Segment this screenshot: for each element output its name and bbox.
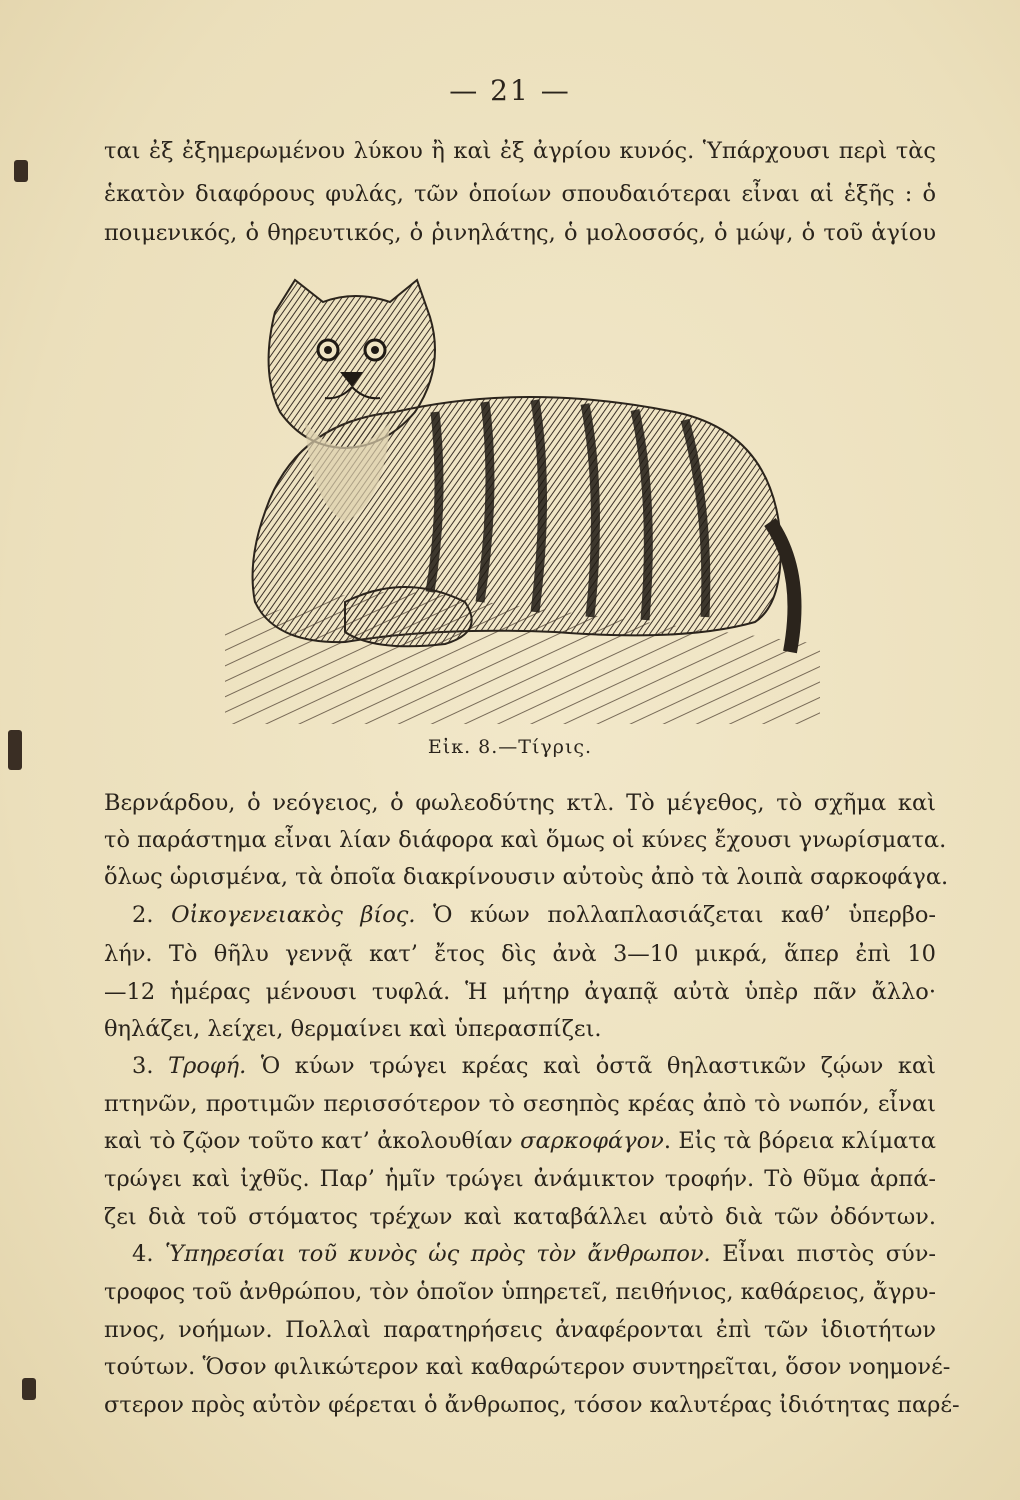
tiger-illustration [225, 272, 820, 724]
section-number: 3. [132, 1053, 154, 1079]
text-line: ποιμενικός, ὁ θηρευτικός, ὁ ῥινηλάτης, ὁ μολοσσός, ὁ μώψ, ὁ τοῦ ἁγίου [104, 220, 936, 246]
text-line: ζει διὰ τοῦ στόματος τρέχων καὶ καταβάλλει αὐτὸ διὰ τῶν ὀδόντων. [104, 1204, 936, 1230]
text-line: τὸ παράστημα εἶναι λίαν διάφορα καὶ ὅμως οἱ κύνες ἔχουσι γνωρίσματα. [104, 827, 947, 853]
section-heading: Τροφή. [168, 1053, 247, 1079]
ink-mark [14, 160, 28, 182]
text-line: πτηνῶν, προτιμῶν περισσότερον τὸ σεσηπὸς κρέας ἀπὸ τὸ νωπόν, εἶναι [104, 1091, 936, 1117]
italic-term: σαρκοφάγον [520, 1128, 664, 1154]
text-line: πνος, νοήμων. Πολλαὶ παρατηρήσεις ἀναφέρονται ἐπὶ τῶν ἰδιοτήτων [104, 1317, 936, 1343]
section-text: Ὁ κύων πολλαπλασιάζεται καθ’ ὑπερβο- [433, 902, 937, 928]
text-line: θηλάζει, λείχει, θερμαίνει καὶ ὑπερασπίζει. [104, 1016, 602, 1042]
page-number: — 21 — [449, 74, 571, 107]
text-line: —12 ἡμέρας μένουσι τυφλά. Ἡ μήτηρ ἀγαπᾷ αὐτὰ ὑπὲρ πᾶν ἄλλο· [104, 979, 936, 1005]
section-heading: Οἰκογενειακὸς βίος. [171, 902, 416, 928]
section-number: 2. [132, 902, 154, 928]
text-line: λήν. Τὸ θῆλυ γεννᾷ κατ’ ἔτος δὶς ἀνὰ 3—10 μικρά, ἅπερ ἐπὶ 10 [104, 941, 936, 967]
section-3-line [132, 1049, 936, 1083]
text-line-with-italic: καὶ τὸ ζῷον τοῦτο κατ’ ἀκολουθίαν σαρκοφάγον. Εἰς τὰ βόρεια κλίματα [104, 1128, 936, 1154]
text-line: ται ἐξ ἐξημερωμένου λύκου ἢ καὶ ἐξ ἀγρίου κυνός. Ὑπάρχουσι περὶ τὰς [104, 138, 936, 164]
section-text: Ὁ κύων τρώγει κρέας καὶ ὀστᾶ θηλαστικῶν ζῴων καὶ [260, 1053, 936, 1079]
text-line: Βερνάρδου, ὁ νεόγειος, ὁ φωλεοδύτης κτλ. Τὸ μέγεθος, τὸ σχῆμα καὶ [104, 790, 936, 816]
text-line: ἑκατὸν διαφόρους φυλάς, τῶν ὁποίων σπουδαιότεραι εἶναι αἱ ἑξῆς : ὁ [104, 181, 936, 207]
figure-caption: Εἰκ. 8.—Τίγρις. [427, 736, 593, 758]
text-line: τρώγει καὶ ἰχθῦς. Παρ’ ἡμῖν τρώγει ἀνάμικτον τροφήν. Τὸ θῦμα ἁρπά- [104, 1166, 936, 1192]
section-4-line [132, 1237, 936, 1271]
section-heading: Ὑπηρεσίαι τοῦ κυνὸς ὡς πρὸς τὸν ἄνθρωπον. [164, 1241, 711, 1267]
section-2-line [132, 898, 936, 932]
text-line: τούτων. Ὅσον φιλικώτερον καὶ καθαρώτερον συντηρεῖται, ὅσον νοημονέ- [104, 1354, 951, 1380]
section-number: 4. [132, 1241, 154, 1267]
text-line: στερον πρὸς αὐτὸν φέρεται ὁ ἄνθρωπος, τόσον καλυτέρας ἰδιότητας παρέ- [104, 1392, 960, 1418]
text-line: ὅλως ὡρισμένα, τὰ ὁποῖα διακρίνουσιν αὐτοὺς ἀπὸ τὰ λοιπὰ σαρκοφάγα. [104, 864, 949, 890]
text-line: τροφος τοῦ ἀνθρώπου, τὸν ὁποῖον ὑπηρετεῖ, πειθήνιος, καθάρειος, ἄγρυ- [104, 1279, 936, 1305]
section-text: Εἶναι πιστὸς σύν- [722, 1241, 937, 1267]
ink-mark [22, 1378, 36, 1400]
